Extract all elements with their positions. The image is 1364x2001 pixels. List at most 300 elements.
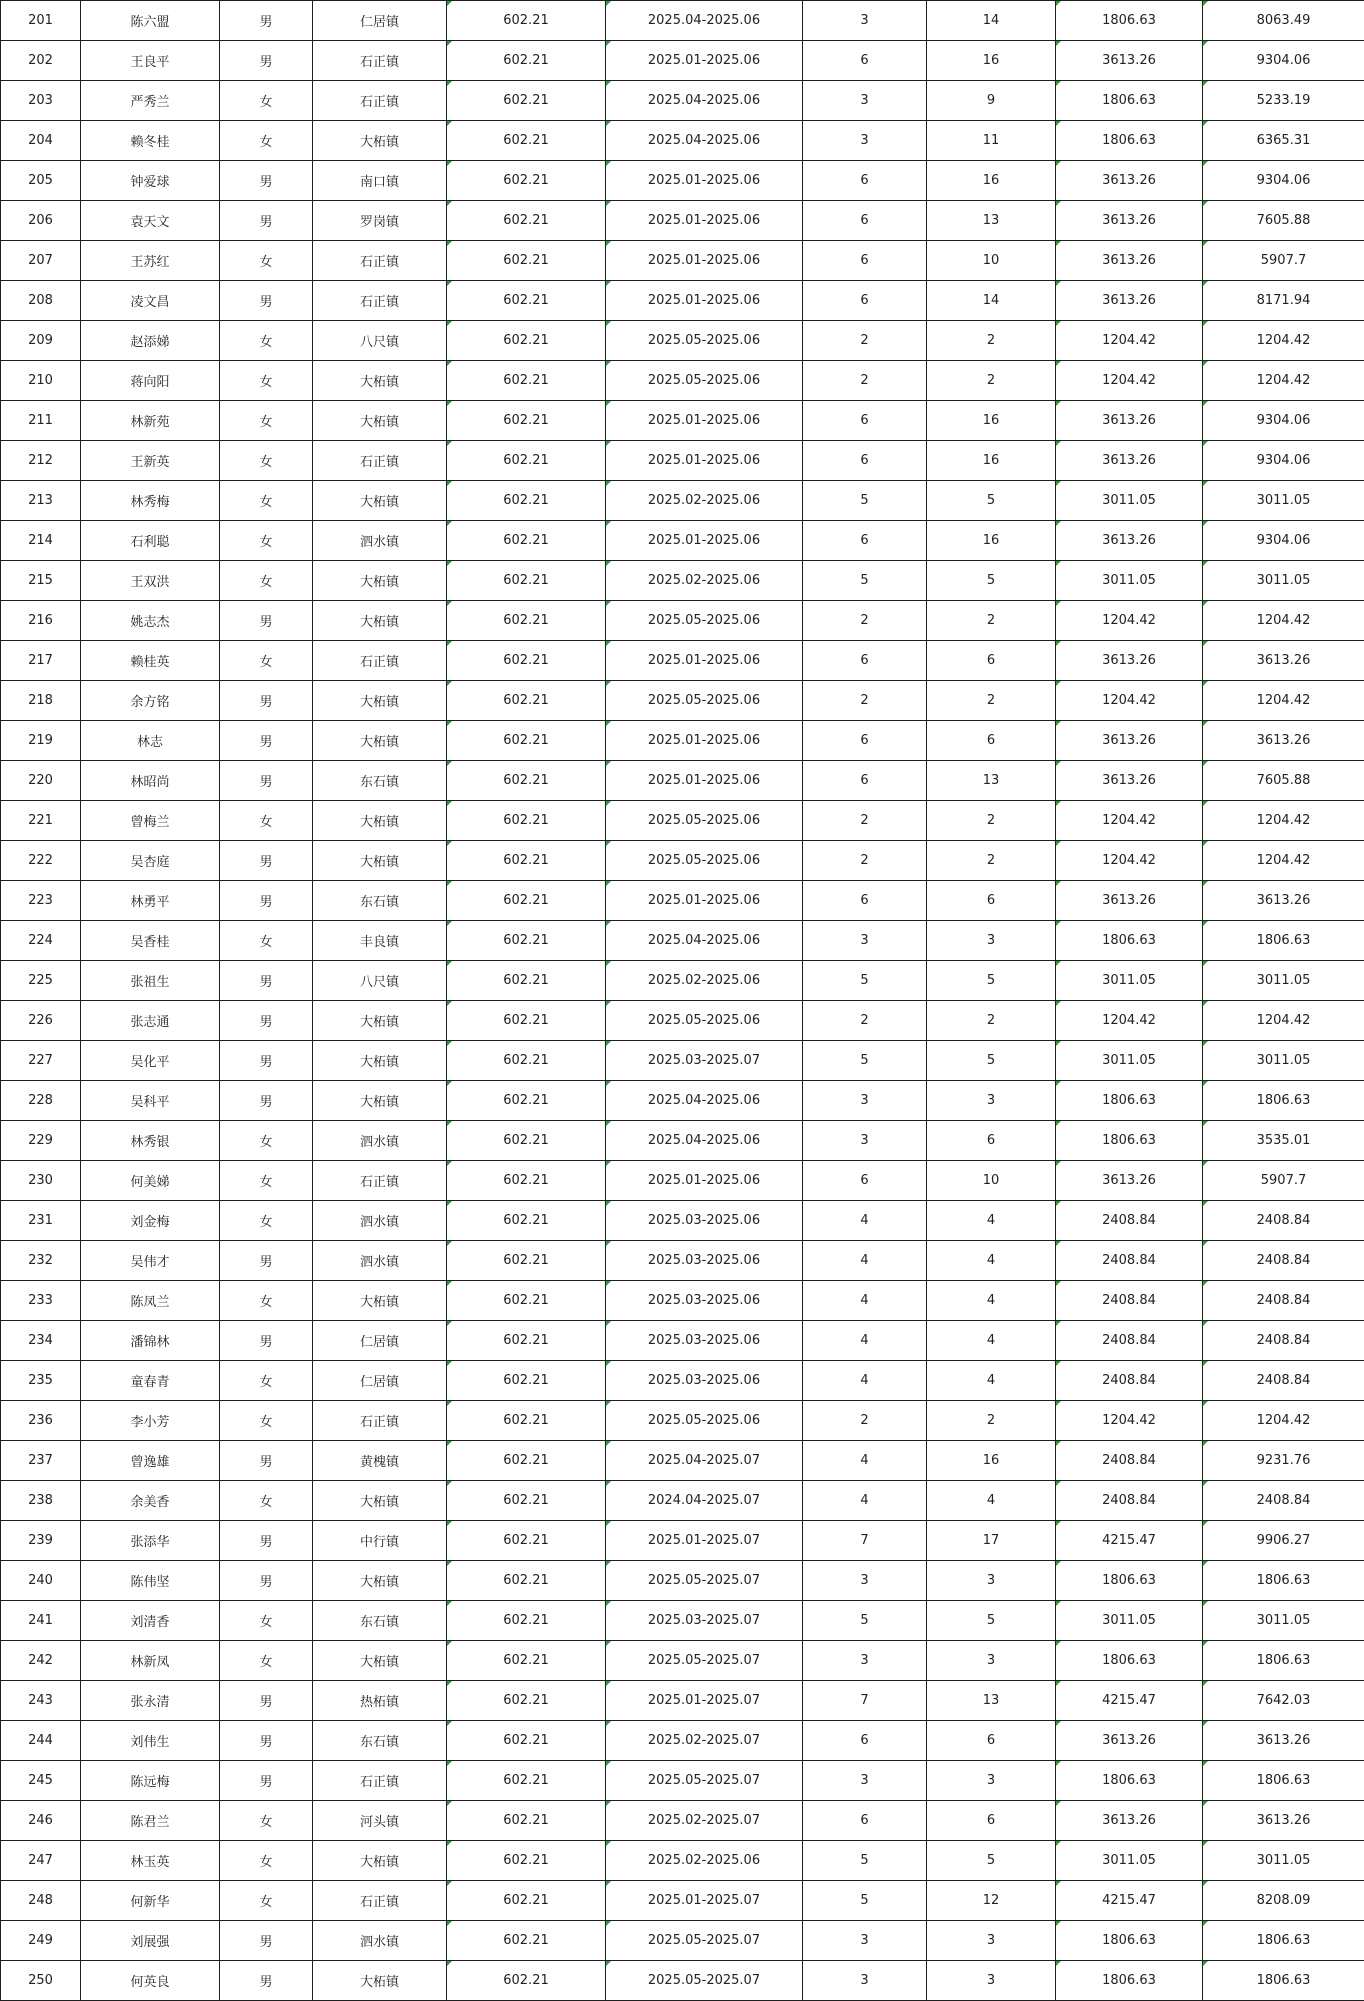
months-cell: 6 [803, 281, 927, 321]
name-cell: 陈远梅 [81, 1761, 220, 1801]
total-amount-cell: 8208.09 [1203, 1881, 1364, 1921]
table-row [1, 961, 1364, 1001]
subtotal-cell: 1204.42 [1056, 361, 1203, 401]
table-row [1, 521, 1364, 561]
period-cell: 2025.04-2025.06 [606, 1121, 803, 1161]
months-cell: 6 [803, 441, 927, 481]
total-months-cell: 3 [927, 1921, 1056, 1961]
serial-number-cell: 244 [1, 1721, 81, 1761]
period-cell: 2025.05-2025.06 [606, 601, 803, 641]
months-cell: 3 [803, 1121, 927, 1161]
standard-amount-cell: 602.21 [447, 1081, 606, 1121]
serial-number-cell: 208 [1, 281, 81, 321]
table-row [1, 401, 1364, 441]
gender-cell: 女 [220, 321, 313, 361]
name-cell: 张志通 [81, 1001, 220, 1041]
period-cell: 2025.01-2025.06 [606, 41, 803, 81]
total-amount-cell: 3613.26 [1203, 721, 1364, 761]
table-row [1, 681, 1364, 721]
town-cell: 石正镇 [313, 1401, 447, 1441]
months-cell: 2 [803, 1401, 927, 1441]
period-cell: 2025.03-2025.06 [606, 1281, 803, 1321]
gender-cell: 女 [220, 441, 313, 481]
subtotal-cell: 3613.26 [1056, 1801, 1203, 1841]
serial-number-cell: 250 [1, 1961, 81, 2001]
gender-cell: 男 [220, 721, 313, 761]
subtotal-cell: 4215.47 [1056, 1881, 1203, 1921]
period-cell: 2025.01-2025.06 [606, 441, 803, 481]
total-months-cell: 16 [927, 401, 1056, 441]
months-cell: 5 [803, 481, 927, 521]
period-cell: 2025.05-2025.06 [606, 361, 803, 401]
town-cell: 东石镇 [313, 1601, 447, 1641]
town-cell: 大柘镇 [313, 1001, 447, 1041]
name-cell: 何美娣 [81, 1161, 220, 1201]
serial-number-cell: 215 [1, 561, 81, 601]
total-months-cell: 3 [927, 1561, 1056, 1601]
serial-number-cell: 249 [1, 1921, 81, 1961]
period-cell: 2024.04-2025.07 [606, 1481, 803, 1521]
town-cell: 南口镇 [313, 161, 447, 201]
gender-cell: 男 [220, 1961, 313, 2001]
serial-number-cell: 210 [1, 361, 81, 401]
gender-cell: 女 [220, 1361, 313, 1401]
total-amount-cell: 3011.05 [1203, 1601, 1364, 1641]
subtotal-cell: 4215.47 [1056, 1521, 1203, 1561]
subtotal-cell: 3613.26 [1056, 761, 1203, 801]
gender-cell: 男 [220, 961, 313, 1001]
table-row [1, 1441, 1364, 1481]
total-months-cell: 6 [927, 1721, 1056, 1761]
gender-cell: 男 [220, 41, 313, 81]
gender-cell: 女 [220, 521, 313, 561]
gender-cell: 女 [220, 481, 313, 521]
table-row [1, 1001, 1364, 1041]
serial-number-cell: 235 [1, 1361, 81, 1401]
town-cell: 仁居镇 [313, 1, 447, 41]
total-amount-cell: 1204.42 [1203, 841, 1364, 881]
town-cell: 仁居镇 [313, 1361, 447, 1401]
subtotal-cell: 3011.05 [1056, 1601, 1203, 1641]
period-cell: 2025.03-2025.06 [606, 1361, 803, 1401]
table-row [1, 881, 1364, 921]
name-cell: 林勇平 [81, 881, 220, 921]
months-cell: 4 [803, 1241, 927, 1281]
gender-cell: 女 [220, 1201, 313, 1241]
total-months-cell: 2 [927, 681, 1056, 721]
total-amount-cell: 1806.63 [1203, 1081, 1364, 1121]
total-amount-cell: 3011.05 [1203, 1841, 1364, 1881]
standard-amount-cell: 602.21 [447, 1961, 606, 2001]
standard-amount-cell: 602.21 [447, 81, 606, 121]
months-cell: 2 [803, 601, 927, 641]
period-cell: 2025.05-2025.06 [606, 841, 803, 881]
town-cell: 丰良镇 [313, 921, 447, 961]
period-cell: 2025.05-2025.07 [606, 1921, 803, 1961]
name-cell: 陈伟坚 [81, 1561, 220, 1601]
subtotal-cell: 1806.63 [1056, 121, 1203, 161]
gender-cell: 女 [220, 1801, 313, 1841]
name-cell: 吴科平 [81, 1081, 220, 1121]
gender-cell: 男 [220, 1761, 313, 1801]
serial-number-cell: 234 [1, 1321, 81, 1361]
total-months-cell: 9 [927, 81, 1056, 121]
period-cell: 2025.02-2025.06 [606, 961, 803, 1001]
town-cell: 大柘镇 [313, 401, 447, 441]
town-cell: 泗水镇 [313, 521, 447, 561]
gender-cell: 女 [220, 641, 313, 681]
serial-number-cell: 224 [1, 921, 81, 961]
town-cell: 大柘镇 [313, 481, 447, 521]
period-cell: 2025.01-2025.06 [606, 201, 803, 241]
town-cell: 大柘镇 [313, 841, 447, 881]
name-cell: 何英良 [81, 1961, 220, 2001]
total-months-cell: 2 [927, 801, 1056, 841]
standard-amount-cell: 602.21 [447, 1121, 606, 1161]
gender-cell: 男 [220, 881, 313, 921]
subtotal-cell: 1806.63 [1056, 1561, 1203, 1601]
table-row [1, 841, 1364, 881]
table-row [1, 801, 1364, 841]
standard-amount-cell: 602.21 [447, 321, 606, 361]
months-cell: 2 [803, 801, 927, 841]
months-cell: 2 [803, 841, 927, 881]
standard-amount-cell: 602.21 [447, 681, 606, 721]
serial-number-cell: 239 [1, 1521, 81, 1561]
total-months-cell: 4 [927, 1201, 1056, 1241]
serial-number-cell: 220 [1, 761, 81, 801]
standard-amount-cell: 602.21 [447, 1521, 606, 1561]
gender-cell: 女 [220, 921, 313, 961]
months-cell: 6 [803, 161, 927, 201]
total-amount-cell: 3011.05 [1203, 961, 1364, 1001]
total-amount-cell: 1204.42 [1203, 321, 1364, 361]
table-row [1, 81, 1364, 121]
subtotal-cell: 1806.63 [1056, 1081, 1203, 1121]
serial-number-cell: 221 [1, 801, 81, 841]
total-amount-cell: 1806.63 [1203, 921, 1364, 961]
table-row [1, 1641, 1364, 1681]
serial-number-cell: 243 [1, 1681, 81, 1721]
months-cell: 3 [803, 1761, 927, 1801]
table-row [1, 561, 1364, 601]
name-cell: 严秀兰 [81, 81, 220, 121]
subtotal-cell: 1806.63 [1056, 1, 1203, 41]
name-cell: 余方铭 [81, 681, 220, 721]
gender-cell: 男 [220, 761, 313, 801]
months-cell: 6 [803, 41, 927, 81]
total-months-cell: 4 [927, 1481, 1056, 1521]
period-cell: 2025.01-2025.06 [606, 1161, 803, 1201]
total-amount-cell: 3011.05 [1203, 481, 1364, 521]
total-months-cell: 3 [927, 1081, 1056, 1121]
period-cell: 2025.05-2025.07 [606, 1641, 803, 1681]
name-cell: 吴香桂 [81, 921, 220, 961]
months-cell: 4 [803, 1441, 927, 1481]
total-amount-cell: 9906.27 [1203, 1521, 1364, 1561]
months-cell: 5 [803, 1841, 927, 1881]
subtotal-cell: 1204.42 [1056, 801, 1203, 841]
name-cell: 刘伟生 [81, 1721, 220, 1761]
serial-number-cell: 232 [1, 1241, 81, 1281]
total-amount-cell: 8171.94 [1203, 281, 1364, 321]
table-row [1, 201, 1364, 241]
total-months-cell: 4 [927, 1361, 1056, 1401]
town-cell: 八尺镇 [313, 961, 447, 1001]
total-amount-cell: 1204.42 [1203, 1001, 1364, 1041]
town-cell: 河头镇 [313, 1801, 447, 1841]
gender-cell: 男 [220, 201, 313, 241]
name-cell: 王双洪 [81, 561, 220, 601]
subtotal-cell: 3613.26 [1056, 1721, 1203, 1761]
table-row [1, 761, 1364, 801]
table-row [1, 601, 1364, 641]
months-cell: 6 [803, 1801, 927, 1841]
months-cell: 7 [803, 1521, 927, 1561]
standard-amount-cell: 602.21 [447, 1001, 606, 1041]
total-amount-cell: 1204.42 [1203, 361, 1364, 401]
town-cell: 大柘镇 [313, 1961, 447, 2001]
serial-number-cell: 227 [1, 1041, 81, 1081]
gender-cell: 女 [220, 1601, 313, 1641]
name-cell: 刘展强 [81, 1921, 220, 1961]
standard-amount-cell: 602.21 [447, 1801, 606, 1841]
town-cell: 大柘镇 [313, 1841, 447, 1881]
name-cell: 赖冬桂 [81, 121, 220, 161]
table-row [1, 1841, 1364, 1881]
town-cell: 大柘镇 [313, 681, 447, 721]
town-cell: 仁居镇 [313, 1321, 447, 1361]
standard-amount-cell: 602.21 [447, 1281, 606, 1321]
total-months-cell: 16 [927, 1441, 1056, 1481]
serial-number-cell: 203 [1, 81, 81, 121]
total-amount-cell: 3613.26 [1203, 641, 1364, 681]
total-months-cell: 6 [927, 881, 1056, 921]
total-amount-cell: 3613.26 [1203, 1801, 1364, 1841]
subtotal-cell: 1204.42 [1056, 601, 1203, 641]
gender-cell: 男 [220, 281, 313, 321]
standard-amount-cell: 602.21 [447, 961, 606, 1001]
subtotal-cell: 2408.84 [1056, 1281, 1203, 1321]
total-amount-cell: 1806.63 [1203, 1961, 1364, 2001]
total-amount-cell: 7642.03 [1203, 1681, 1364, 1721]
serial-number-cell: 241 [1, 1601, 81, 1641]
subtotal-cell: 3011.05 [1056, 1041, 1203, 1081]
name-cell: 吴伟才 [81, 1241, 220, 1281]
period-cell: 2025.03-2025.07 [606, 1601, 803, 1641]
months-cell: 6 [803, 641, 927, 681]
gender-cell: 女 [220, 1161, 313, 1201]
total-months-cell: 4 [927, 1281, 1056, 1321]
subtotal-cell: 1204.42 [1056, 1401, 1203, 1441]
standard-amount-cell: 602.21 [447, 1, 606, 41]
period-cell: 2025.05-2025.06 [606, 1001, 803, 1041]
standard-amount-cell: 602.21 [447, 1601, 606, 1641]
total-months-cell: 3 [927, 1641, 1056, 1681]
period-cell: 2025.01-2025.07 [606, 1881, 803, 1921]
period-cell: 2025.05-2025.06 [606, 1401, 803, 1441]
name-cell: 潘锦林 [81, 1321, 220, 1361]
subtotal-cell: 2408.84 [1056, 1241, 1203, 1281]
town-cell: 石正镇 [313, 41, 447, 81]
table-row [1, 1801, 1364, 1841]
subtotal-cell: 3613.26 [1056, 241, 1203, 281]
serial-number-cell: 222 [1, 841, 81, 881]
gender-cell: 女 [220, 401, 313, 441]
serial-number-cell: 219 [1, 721, 81, 761]
table-row [1, 1681, 1364, 1721]
town-cell: 石正镇 [313, 1881, 447, 1921]
gender-cell: 男 [220, 841, 313, 881]
months-cell: 6 [803, 721, 927, 761]
standard-amount-cell: 602.21 [447, 521, 606, 561]
total-amount-cell: 2408.84 [1203, 1281, 1364, 1321]
subtotal-cell: 3613.26 [1056, 401, 1203, 441]
standard-amount-cell: 602.21 [447, 121, 606, 161]
gender-cell: 男 [220, 1521, 313, 1561]
subtotal-cell: 1806.63 [1056, 1121, 1203, 1161]
standard-amount-cell: 602.21 [447, 801, 606, 841]
total-amount-cell: 5907.7 [1203, 241, 1364, 281]
subtotal-cell: 3613.26 [1056, 521, 1203, 561]
table-row [1, 1041, 1364, 1081]
subtotal-cell: 2408.84 [1056, 1321, 1203, 1361]
table-row [1, 481, 1364, 521]
table-row [1, 1961, 1364, 2001]
subtotal-cell: 3613.26 [1056, 201, 1203, 241]
town-cell: 石正镇 [313, 641, 447, 681]
serial-number-cell: 213 [1, 481, 81, 521]
gender-cell: 女 [220, 1281, 313, 1321]
town-cell: 大柘镇 [313, 1641, 447, 1681]
serial-number-cell: 214 [1, 521, 81, 561]
table-row [1, 121, 1364, 161]
period-cell: 2025.04-2025.06 [606, 1, 803, 41]
total-amount-cell: 9304.06 [1203, 41, 1364, 81]
standard-amount-cell: 602.21 [447, 1761, 606, 1801]
table-row [1, 241, 1364, 281]
total-months-cell: 3 [927, 1761, 1056, 1801]
total-months-cell: 6 [927, 1801, 1056, 1841]
months-cell: 3 [803, 1961, 927, 2001]
gender-cell: 男 [220, 601, 313, 641]
period-cell: 2025.05-2025.06 [606, 321, 803, 361]
table-row [1, 1761, 1364, 1801]
total-months-cell: 16 [927, 521, 1056, 561]
table-row [1, 1881, 1364, 1921]
subtotal-cell: 1806.63 [1056, 1761, 1203, 1801]
standard-amount-cell: 602.21 [447, 1641, 606, 1681]
total-months-cell: 5 [927, 1601, 1056, 1641]
total-months-cell: 5 [927, 1841, 1056, 1881]
town-cell: 黄槐镇 [313, 1441, 447, 1481]
months-cell: 5 [803, 561, 927, 601]
serial-number-cell: 225 [1, 961, 81, 1001]
total-amount-cell: 9304.06 [1203, 521, 1364, 561]
standard-amount-cell: 602.21 [447, 481, 606, 521]
gender-cell: 女 [220, 1121, 313, 1161]
serial-number-cell: 226 [1, 1001, 81, 1041]
subtotal-cell: 3613.26 [1056, 641, 1203, 681]
town-cell: 中行镇 [313, 1521, 447, 1561]
name-cell: 赖桂英 [81, 641, 220, 681]
standard-amount-cell: 602.21 [447, 921, 606, 961]
subtotal-cell: 1204.42 [1056, 321, 1203, 361]
total-amount-cell: 7605.88 [1203, 201, 1364, 241]
town-cell: 大柘镇 [313, 721, 447, 761]
months-cell: 5 [803, 1041, 927, 1081]
town-cell: 大柘镇 [313, 1041, 447, 1081]
name-cell: 林秀梅 [81, 481, 220, 521]
serial-number-cell: 204 [1, 121, 81, 161]
gender-cell: 男 [220, 1321, 313, 1361]
period-cell: 2025.05-2025.07 [606, 1561, 803, 1601]
town-cell: 石正镇 [313, 441, 447, 481]
name-cell: 林新凤 [81, 1641, 220, 1681]
total-amount-cell: 2408.84 [1203, 1241, 1364, 1281]
name-cell: 林玉英 [81, 1841, 220, 1881]
name-cell: 刘清香 [81, 1601, 220, 1641]
table-row [1, 1081, 1364, 1121]
total-months-cell: 11 [927, 121, 1056, 161]
serial-number-cell: 228 [1, 1081, 81, 1121]
standard-amount-cell: 602.21 [447, 1481, 606, 1521]
town-cell: 石正镇 [313, 281, 447, 321]
period-cell: 2025.03-2025.06 [606, 1201, 803, 1241]
gender-cell: 男 [220, 1681, 313, 1721]
name-cell: 林新苑 [81, 401, 220, 441]
name-cell: 凌文昌 [81, 281, 220, 321]
subtotal-cell: 3613.26 [1056, 41, 1203, 81]
subtotal-cell: 1806.63 [1056, 1921, 1203, 1961]
subtotal-cell: 3011.05 [1056, 561, 1203, 601]
total-months-cell: 17 [927, 1521, 1056, 1561]
total-amount-cell: 1806.63 [1203, 1761, 1364, 1801]
period-cell: 2025.05-2025.06 [606, 801, 803, 841]
table-row [1, 1521, 1364, 1561]
standard-amount-cell: 602.21 [447, 881, 606, 921]
total-amount-cell: 1204.42 [1203, 1401, 1364, 1441]
period-cell: 2025.04-2025.07 [606, 1441, 803, 1481]
total-amount-cell: 2408.84 [1203, 1321, 1364, 1361]
standard-amount-cell: 602.21 [447, 161, 606, 201]
months-cell: 6 [803, 401, 927, 441]
name-cell: 张祖生 [81, 961, 220, 1001]
standard-amount-cell: 602.21 [447, 1321, 606, 1361]
name-cell: 林志 [81, 721, 220, 761]
standard-amount-cell: 602.21 [447, 1041, 606, 1081]
name-cell: 张永清 [81, 1681, 220, 1721]
standard-amount-cell: 602.21 [447, 1201, 606, 1241]
standard-amount-cell: 602.21 [447, 601, 606, 641]
serial-number-cell: 201 [1, 1, 81, 41]
months-cell: 6 [803, 241, 927, 281]
serial-number-cell: 212 [1, 441, 81, 481]
subtotal-cell: 2408.84 [1056, 1481, 1203, 1521]
total-months-cell: 4 [927, 1241, 1056, 1281]
town-cell: 东石镇 [313, 761, 447, 801]
total-months-cell: 3 [927, 921, 1056, 961]
total-months-cell: 2 [927, 1001, 1056, 1041]
serial-number-cell: 202 [1, 41, 81, 81]
total-months-cell: 6 [927, 721, 1056, 761]
name-cell: 陈凤兰 [81, 1281, 220, 1321]
standard-amount-cell: 602.21 [447, 1561, 606, 1601]
gender-cell: 女 [220, 1481, 313, 1521]
serial-number-cell: 233 [1, 1281, 81, 1321]
months-cell: 3 [803, 1, 927, 41]
serial-number-cell: 238 [1, 1481, 81, 1521]
